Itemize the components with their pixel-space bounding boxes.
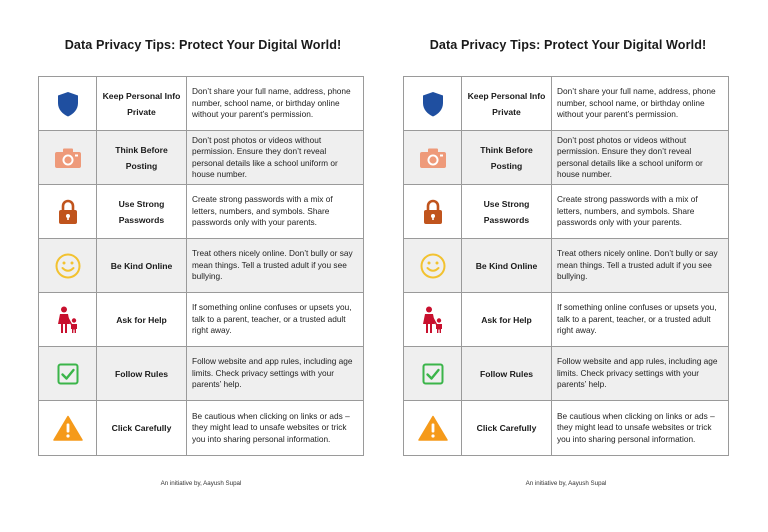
table-row bbox=[39, 239, 363, 293]
table-row bbox=[39, 401, 363, 455]
table-row bbox=[39, 293, 363, 347]
table-row bbox=[39, 131, 363, 185]
tip-description: Create strong passwords with a mix of letters, numbers, and symbols. Share passwords only with your parents. bbox=[192, 194, 333, 228]
tip-description: Follow website and app rules, including age limits. Check privacy settings with your parents’ help. bbox=[557, 356, 718, 390]
shield-icon bbox=[39, 77, 97, 130]
tip-description: Be cautious when clicking on links or ads – they might lead to unsafe websites or trick you into sharing personal information. bbox=[192, 410, 350, 444]
tip-name: Keep Personal Info Private bbox=[97, 77, 187, 130]
tip-description: If something online confuses or upsets you, talk to a parent, teacher, or a trusted adult right away. bbox=[192, 302, 352, 336]
tip-name: Be Kind Online bbox=[97, 239, 187, 292]
parent-child-icon bbox=[39, 293, 97, 346]
shield-icon bbox=[404, 77, 462, 130]
tips-table bbox=[38, 76, 364, 456]
lock-icon bbox=[39, 185, 97, 238]
table-row bbox=[404, 293, 728, 347]
tip-name: Ask for Help bbox=[462, 293, 552, 346]
tip-description: Don’t post photos or videos without permission. Ensure they don’t reveal personal details like a school uniform or house number. bbox=[557, 134, 703, 179]
page-title: Data Privacy Tips: Protect Your Digital World! bbox=[429, 38, 707, 52]
tip-name: Use Strong Passwords bbox=[97, 185, 187, 238]
checkbox-icon bbox=[404, 347, 462, 400]
table-row bbox=[404, 185, 728, 239]
tip-name: Follow Rules bbox=[462, 347, 552, 400]
camera-icon bbox=[404, 131, 462, 184]
smiley-icon bbox=[404, 239, 462, 292]
tip-name: Think Before Posting bbox=[97, 131, 187, 184]
table-row bbox=[404, 239, 728, 293]
tip-description: Don’t share your full name, address, phone number, school name, or birthday online without your parent’s permission. bbox=[557, 86, 716, 120]
checkbox-icon bbox=[39, 347, 97, 400]
tip-name: Ask for Help bbox=[97, 293, 187, 346]
tip-name: Be Kind Online bbox=[462, 239, 552, 292]
tip-description: Don’t post photos or videos without permission. Ensure they don’t reveal personal details like a school uniform or house number. bbox=[192, 134, 338, 179]
smiley-icon bbox=[39, 239, 97, 292]
table-row bbox=[404, 347, 728, 401]
tip-description: Follow website and app rules, including age limits. Check privacy settings with your parents’ help. bbox=[192, 356, 353, 390]
tip-description: Treat others nicely online. Don’t bully or say mean things. Tell a trusted adult if you see bullying. bbox=[557, 248, 718, 282]
tip-name: Click Carefully bbox=[462, 401, 552, 455]
table-row bbox=[404, 77, 728, 131]
warning-icon bbox=[39, 401, 97, 455]
tip-name: Click Carefully bbox=[97, 401, 187, 455]
parent-child-icon bbox=[404, 293, 462, 346]
camera-icon bbox=[39, 131, 97, 184]
footer-credit: An initiative by, Aayush Supal bbox=[160, 480, 242, 487]
warning-icon bbox=[404, 401, 462, 455]
tip-description: Be cautious when clicking on links or ads – they might lead to unsafe websites or trick you into sharing personal information. bbox=[557, 410, 715, 444]
table-row bbox=[404, 401, 728, 455]
tip-description: Don’t share your full name, address, phone number, school name, or birthday online without your parent’s permission. bbox=[192, 86, 351, 120]
footer-credit: An initiative by, Aayush Supal bbox=[525, 480, 607, 487]
page-title: Data Privacy Tips: Protect Your Digital World! bbox=[64, 38, 342, 52]
tip-name: Follow Rules bbox=[97, 347, 187, 400]
tip-description: Treat others nicely online. Don’t bully or say mean things. Tell a trusted adult if you see bullying. bbox=[192, 248, 353, 282]
tip-description: If something online confuses or upsets you, talk to a parent, teacher, or a trusted adult right away. bbox=[557, 302, 717, 336]
table-row bbox=[404, 131, 728, 185]
table-row bbox=[39, 185, 363, 239]
tip-name: Use Strong Passwords bbox=[462, 185, 552, 238]
tip-description: Create strong passwords with a mix of letters, numbers, and symbols. Share passwords only with your parents. bbox=[557, 194, 698, 228]
lock-icon bbox=[404, 185, 462, 238]
table-row bbox=[39, 77, 363, 131]
tip-name: Think Before Posting bbox=[462, 131, 552, 184]
tip-name: Keep Personal Info Private bbox=[462, 77, 552, 130]
table-row bbox=[39, 347, 363, 401]
tips-table bbox=[403, 76, 729, 456]
